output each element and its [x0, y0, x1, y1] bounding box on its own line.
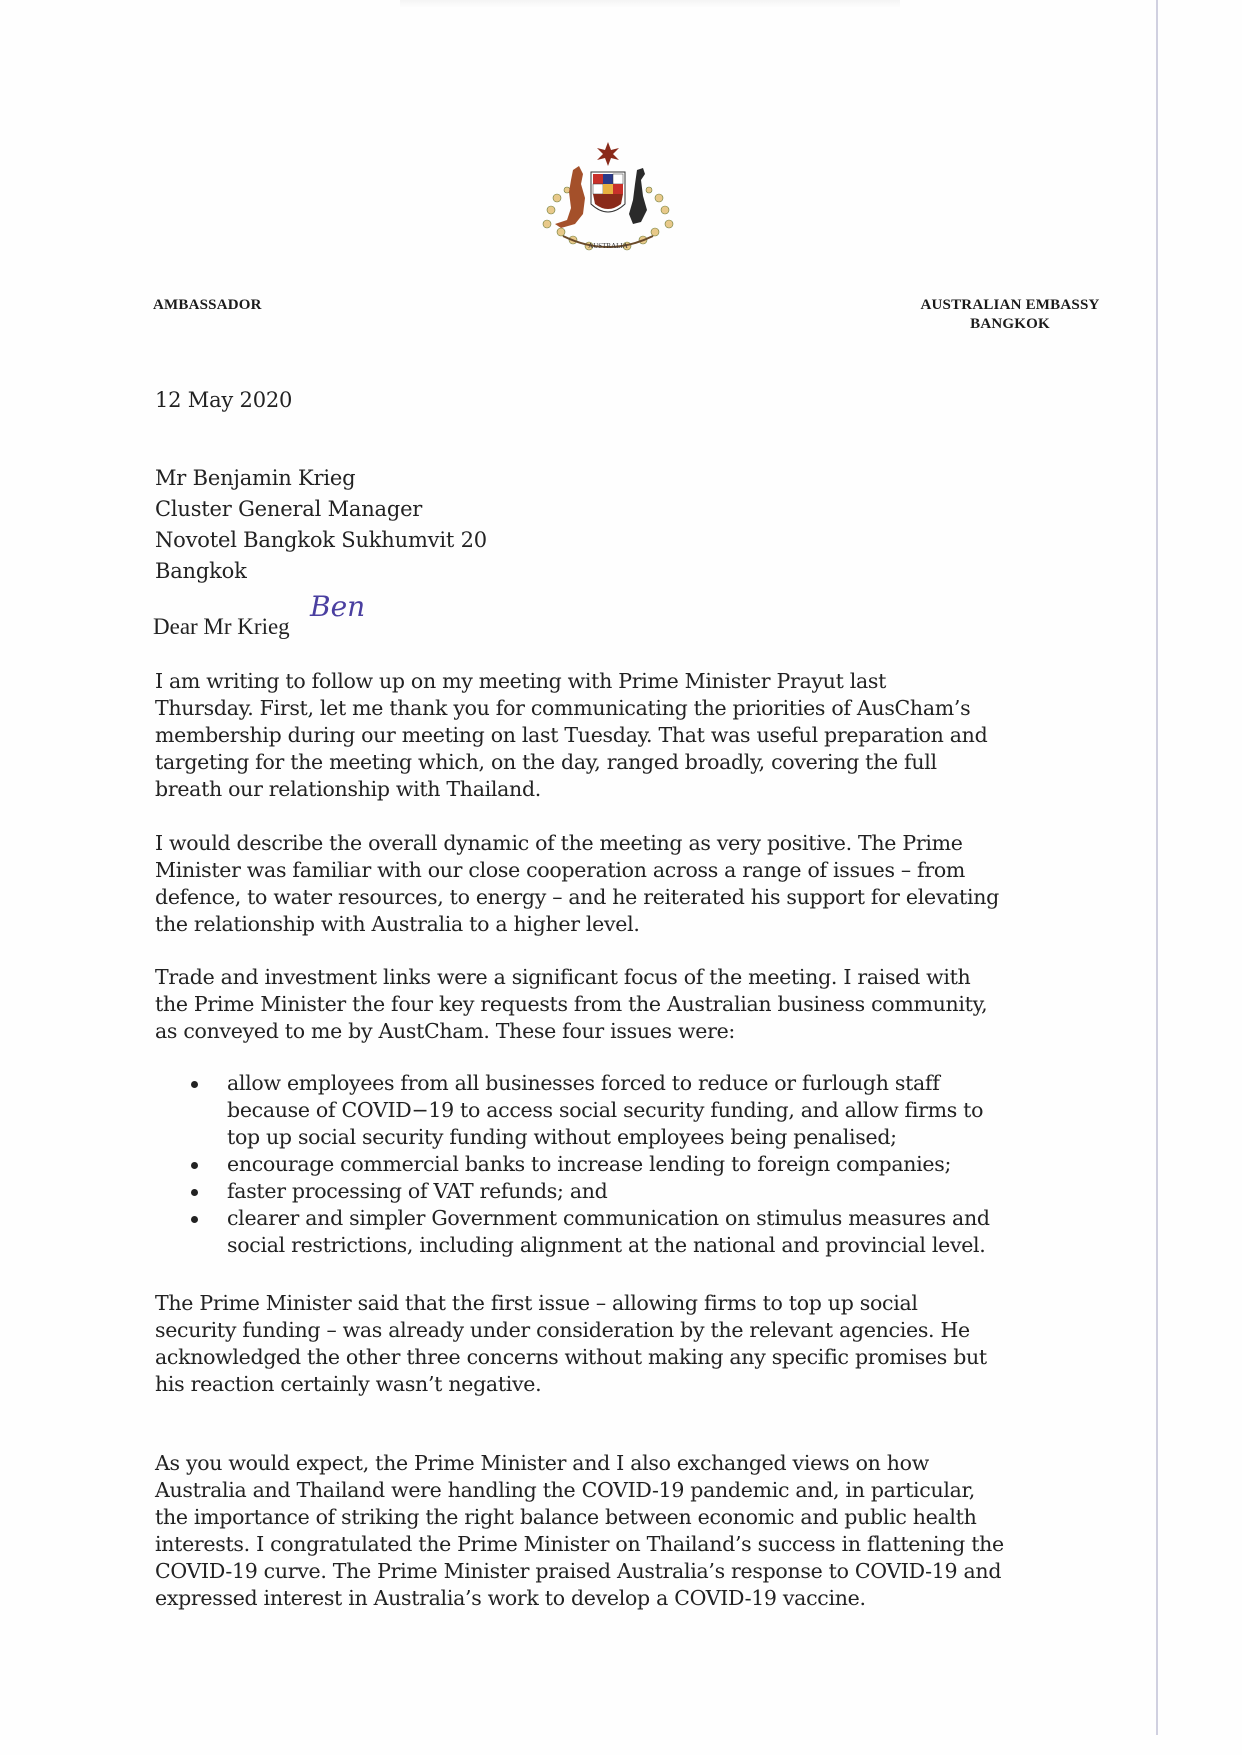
request-item	[155, 1178, 1095, 1205]
paragraph-line: his reaction certainly wasn’t negative.	[155, 1372, 542, 1396]
bullet-icon	[191, 1189, 198, 1196]
handwritten-name: Ben	[310, 590, 366, 623]
paragraph-line: breath our relationship with Thailand.	[155, 777, 541, 801]
handwritten-strikethrough	[0, 0, 360, 80]
paragraph-line: expressed interest in Australia’s work to develop a COVID-19 vaccine.	[155, 1586, 866, 1610]
recipient-name: Mr Benjamin Krieg	[155, 466, 356, 490]
embassy-city: BANGKOK	[970, 316, 1050, 332]
scan-artifact	[400, 0, 900, 8]
bullet-icon	[191, 1162, 198, 1169]
paragraph-line: the Prime Minister the four key requests from the Australian business community,	[155, 992, 988, 1016]
paragraph-intro	[155, 668, 1095, 803]
request-item	[155, 1151, 1095, 1178]
paragraph-line: COVID-19 curve. The Prime Minister praised Australia’s response to COVID-19 and	[155, 1559, 1002, 1583]
coat-of-arms-icon	[533, 140, 683, 260]
request-line: top up social security funding without employees being penalised;	[227, 1125, 897, 1149]
page-edge-line	[1156, 0, 1158, 1735]
recipient-organisation: Novotel Bangkok Sukhumvit 20	[155, 528, 487, 552]
paragraph-line: interests. I congratulated the Prime Minister on Thailand’s success in flattening the	[155, 1532, 1004, 1556]
paragraph-line: Australia and Thailand were handling the COVID-19 pandemic and, in particular,	[155, 1478, 975, 1502]
paragraph-line: defence, to water resources, to energy – and he reiterated his support for elevating	[155, 885, 999, 909]
paragraph-line: Trade and investment links were a significant focus of the meeting. I raised with	[155, 965, 971, 989]
paragraph-line: targeting for the meeting which, on the day, ranged broadly, covering the full	[155, 750, 937, 774]
paragraph-line: the importance of striking the right balance between economic and public health	[155, 1505, 977, 1529]
paragraph-line: As you would expect, the Prime Minister and I also exchanged views on how	[155, 1451, 929, 1475]
paragraph-line: Minister was familiar with our close cooperation across a range of issues – from	[155, 858, 966, 882]
requests-list	[155, 1070, 1095, 1259]
paragraph-line: security funding – was already under consideration by the relevant agencies. He	[155, 1318, 970, 1342]
request-line: clearer and simpler Government communication on stimulus measures and	[227, 1206, 990, 1230]
paragraph-pm-response	[155, 1290, 1095, 1398]
salutation	[153, 614, 290, 640]
paragraph-line: as conveyed to me by AustCham. These four issues were:	[155, 1019, 736, 1043]
bullet-icon	[191, 1216, 198, 1223]
request-line: allow employees from all businesses forced to reduce or furlough staff	[227, 1071, 940, 1095]
paragraph-line: the relationship with Australia to a higher level.	[155, 912, 640, 936]
paragraph-line: acknowledged the other three concerns without making any specific promises but	[155, 1345, 987, 1369]
recipient-title: Cluster General Manager	[155, 497, 423, 521]
sender-title: AMBASSADOR	[153, 297, 262, 313]
paragraph-line: I am writing to follow up on my meeting with Prime Minister Prayut last	[155, 669, 887, 693]
shield-icon	[591, 172, 625, 212]
embassy-name: AUSTRALIAN EMBASSY	[920, 297, 1100, 313]
salutation-prefix: Dear Mr	[153, 614, 238, 639]
embassy-address	[880, 296, 1140, 334]
salutation-struck-name: Krieg	[237, 614, 290, 639]
recipient-address	[155, 463, 1105, 587]
paragraph-trade-investment	[155, 964, 1095, 1045]
emu-icon	[629, 168, 647, 224]
request-item	[155, 1205, 1095, 1259]
request-line: faster processing of VAT refunds; and	[227, 1179, 608, 1203]
request-line: because of COVID−19 to access social security funding, and allow firms to	[227, 1098, 984, 1122]
request-line: encourage commercial banks to increase lending to foreign companies;	[227, 1152, 952, 1176]
letter-date: 12 May 2020	[155, 388, 293, 412]
request-line: social restrictions, including alignment at the national and provincial level.	[227, 1233, 986, 1257]
bullet-icon	[191, 1081, 198, 1088]
recipient-city: Bangkok	[155, 559, 247, 583]
paragraph-line: Thursday. First, let me thank you for communicating the priorities of AusCham’s	[155, 696, 971, 720]
paragraph-line: The Prime Minister said that the first issue – allowing firms to top up social	[155, 1291, 918, 1315]
paragraph-meeting-dynamic	[155, 830, 1095, 938]
commonwealth-star-icon	[597, 142, 619, 166]
paragraph-line: I would describe the overall dynamic of the meeting as very positive. The Prime	[155, 831, 963, 855]
paragraph-line: membership during our meeting on last Tuesday. That was useful preparation and	[155, 723, 988, 747]
paragraph-covid-discussion	[155, 1450, 1095, 1612]
svg-text:AUSTRALIA: AUSTRALIA	[588, 242, 628, 250]
request-item	[155, 1070, 1095, 1151]
